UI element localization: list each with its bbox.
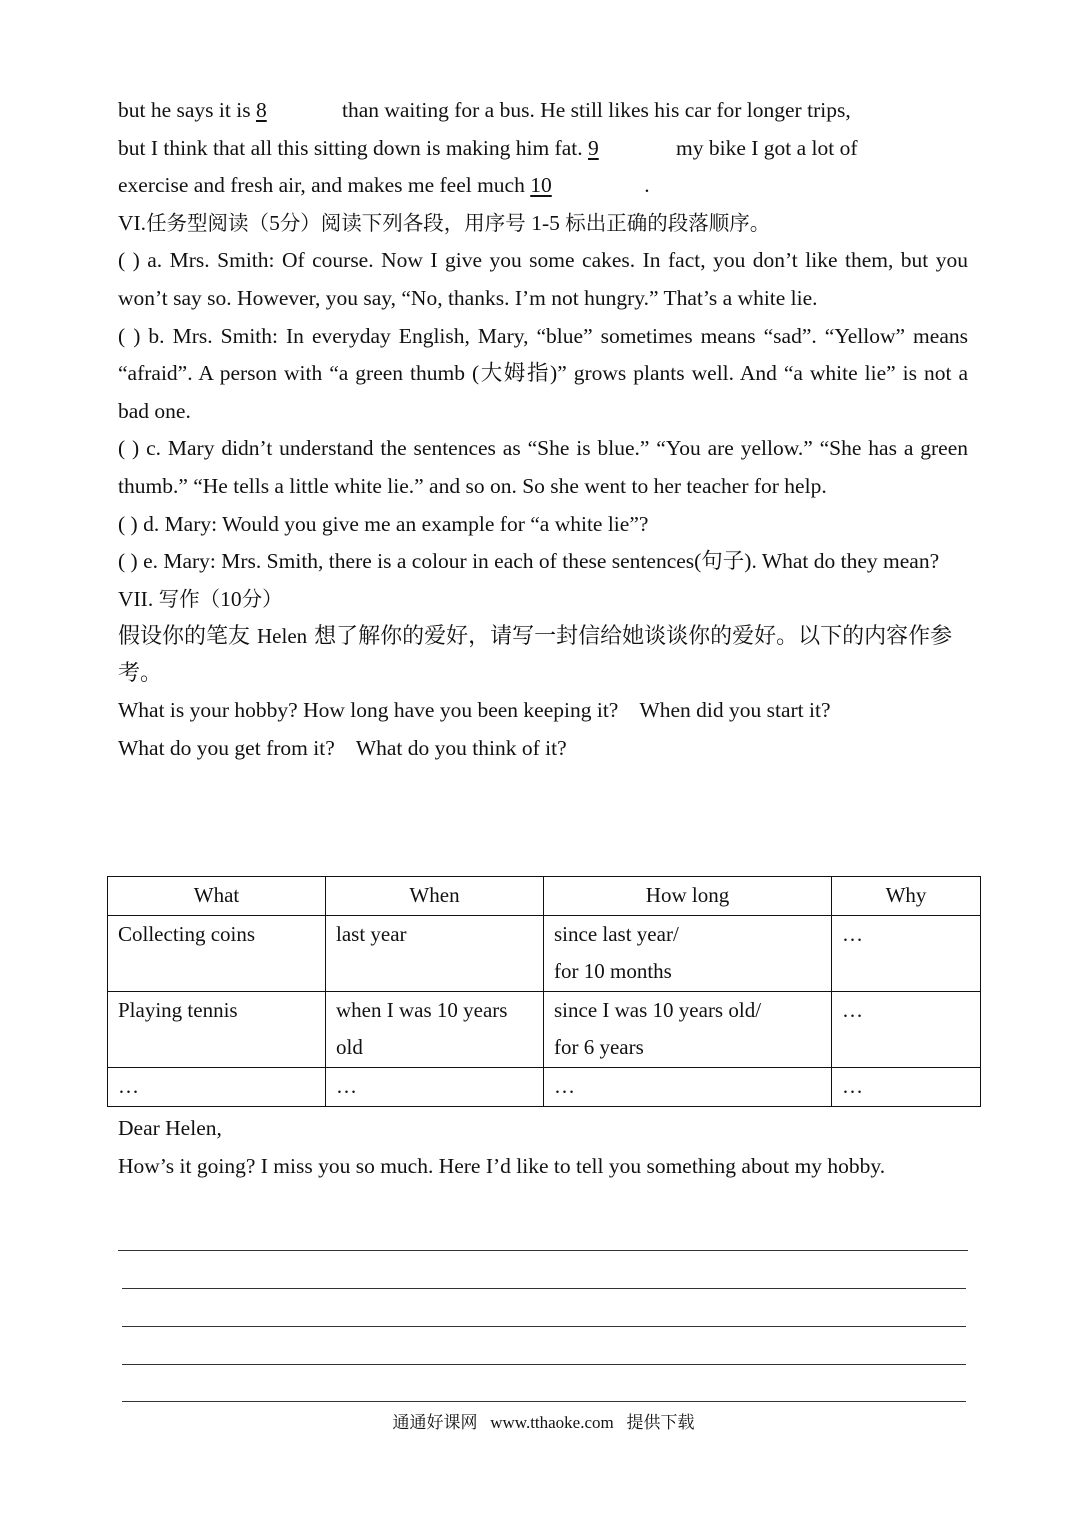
footer-download-text: 提供下载 <box>626 1413 695 1433</box>
heading-text: 标出正确的段落顺序。 <box>565 210 771 235</box>
table-header-row <box>108 877 981 916</box>
column-header-why: Why <box>832 877 981 916</box>
table-cell: … <box>326 1067 544 1106</box>
heading-text: 写作（ <box>158 586 221 611</box>
table-cell: … <box>832 991 981 1067</box>
table-cell: since I was 10 years old/ for 6 years <box>544 991 832 1067</box>
reading-item-d: ( ) d. Mary: Would you give me an example for “a white lie”? <box>118 511 649 536</box>
writing-line <box>122 1288 966 1289</box>
heading-points: 5 <box>269 210 280 235</box>
passage-text: but I think that all this sitting down is making him fat. <box>118 135 588 160</box>
section-number: VI. <box>118 210 147 235</box>
passage-line-2 <box>118 130 968 168</box>
table-cell: last year <box>326 915 544 991</box>
column-header-how-long: How long <box>544 877 832 916</box>
passage-text: my bike I got a lot of <box>676 135 858 160</box>
document-body <box>118 92 968 768</box>
reading-item-b: ( ) b. Mrs. Smith: In everyday English, Mary, “blue” sometimes means “sad”. “Yellow” means “afraid”. A person with “a green thumb (大姆指)” grows plants well. And “a white lie” is not a bad one. <box>118 323 968 423</box>
column-header-what: What <box>108 877 326 916</box>
blank-8: 8 <box>255 98 267 122</box>
table-row <box>108 915 981 991</box>
passage-line-1 <box>118 92 968 130</box>
reading-item-a: ( ) a. Mrs. Smith: Of course. Now I give you some cakes. In fact, you don’t like them, but you won’t say so. However, you say, “No, thanks. I’m not hungry.” That’s a white lie. <box>118 248 968 310</box>
table-cell: since last year/ for 10 months <box>544 915 832 991</box>
heading-text: 任务型阅读（ <box>146 210 270 235</box>
passage-line-3 <box>118 167 968 205</box>
prompt-questions-1: What is your hobby? How long have you been keeping it? When did you start it? <box>118 698 831 723</box>
letter-body: How’s it going? I miss you so much. Here I’d like to tell you something about my hobby. <box>118 1153 886 1178</box>
table-row <box>108 991 981 1067</box>
writing-line <box>122 1401 966 1402</box>
heading-text: 分） <box>241 586 283 611</box>
heading-range: 1-5 <box>531 210 560 235</box>
table-cell: Playing tennis <box>108 991 326 1067</box>
table-row <box>108 1067 981 1106</box>
passage-text: . <box>644 173 650 198</box>
passage-text: exercise and fresh air, and makes me feel much <box>118 173 531 198</box>
letter-start <box>118 1110 968 1185</box>
passage-text: than waiting for a bus. He still likes his car for longer trips, <box>341 98 851 122</box>
heading-points: 10 <box>220 586 242 611</box>
reading-item-e: ( ) e. Mary: Mrs. Smith, there is a colour in each of these sentences(句子). What do they mean? <box>118 549 940 574</box>
reading-item-c: ( ) c. Mary didn’t understand the sentences as “She is blue.” “You are yellow.” “She has a green thumb.” “He tells a little white lie.” and so on. So she went to her teacher for help. <box>118 436 968 498</box>
letter-greeting: Dear Helen, <box>118 1116 222 1140</box>
writing-line <box>122 1326 966 1327</box>
footer-site-name: 通通好课网 <box>392 1413 478 1433</box>
hobby-table <box>107 876 981 1107</box>
page-footer <box>0 1408 1087 1433</box>
table-cell: … <box>108 1067 326 1106</box>
writing-line <box>122 1364 966 1365</box>
writing-line <box>118 1250 968 1251</box>
table-cell: when I was 10 years old <box>326 991 544 1067</box>
writing-task <box>118 618 968 692</box>
footer-url: www.tthaoke.com <box>490 1413 614 1432</box>
task-text: 假设你的笔友 <box>118 624 257 650</box>
section-number: VII. <box>118 586 159 611</box>
table-cell: Collecting coins <box>108 915 326 991</box>
table-cell: … <box>832 915 981 991</box>
task-text: 想了解你的爱好，请写一封信给她谈谈你的爱好。以下的内容作参考。 <box>118 624 953 687</box>
heading-text: 分）阅读下列各段，用序号 <box>279 210 526 235</box>
column-header-when: When <box>326 877 544 916</box>
section-6-heading <box>118 205 968 243</box>
task-name: Helen <box>257 624 308 649</box>
blank-9: 9 <box>588 135 599 160</box>
table-cell: … <box>544 1067 832 1106</box>
table-cell: … <box>832 1067 981 1106</box>
passage-text: but he says it is <box>118 98 256 122</box>
blank-10: 10 <box>530 173 552 198</box>
section-7-heading <box>118 581 968 619</box>
prompt-questions-2: What do you get from it? What do you think of it? <box>118 735 567 760</box>
